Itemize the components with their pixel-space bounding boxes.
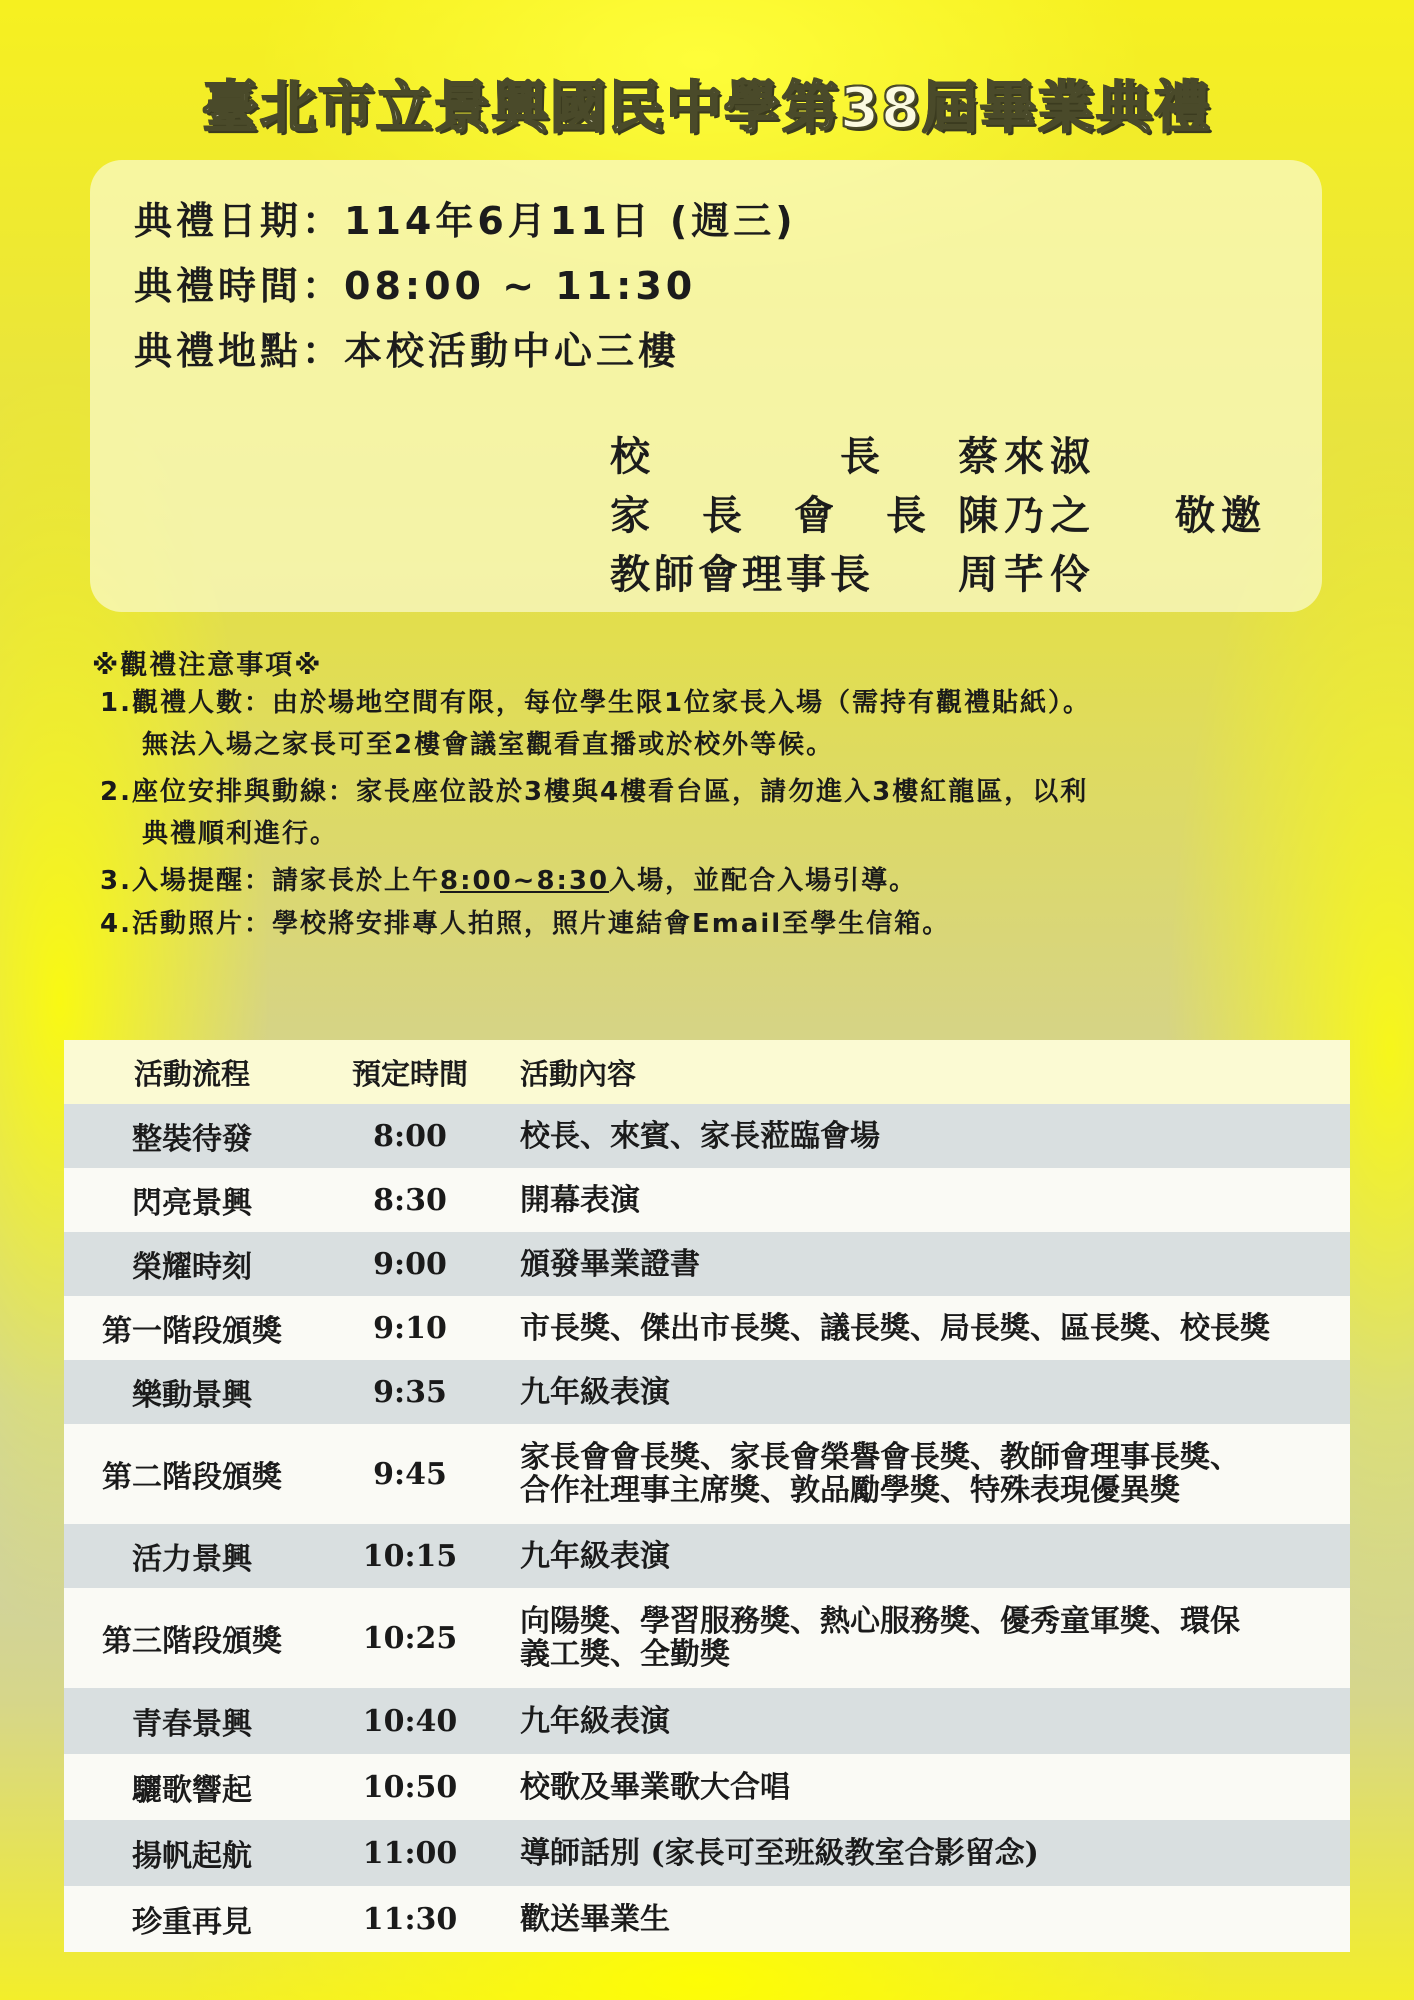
table-row <box>64 1688 1350 1754</box>
activity-content: 開幕表演 <box>500 1168 1350 1232</box>
activity-content: 市長獎、傑出市長獎、議長獎、局長獎、區長獎、校長獎 <box>500 1296 1350 1360</box>
activity-name: 活力景興 <box>64 1524 320 1588</box>
table-row <box>64 1424 1350 1524</box>
ceremony-place: 典禮地點：本校活動中心三樓 <box>134 329 681 373</box>
activity-content: 九年級表演 <box>500 1688 1350 1754</box>
activity-time: 10:40 <box>320 1688 500 1754</box>
signatory-name: 蔡來淑 <box>958 434 1096 480</box>
header-cell: 預定時間 <box>320 1040 500 1104</box>
table-row <box>64 1104 1350 1168</box>
activity-time: 10:15 <box>320 1524 500 1588</box>
table-row <box>64 1168 1350 1232</box>
activity-content: 校長、來賓、家長蒞臨會場 <box>500 1104 1350 1168</box>
activity-name: 整裝待發 <box>64 1104 320 1168</box>
ceremony-date: 典禮日期：114年6月11日 (週三) <box>134 199 797 243</box>
invite-text: 敬邀 <box>1175 493 1267 539</box>
table-row <box>64 1754 1350 1820</box>
activity-name: 閃亮景興 <box>64 1168 320 1232</box>
table-header-row <box>64 1040 1350 1104</box>
signatory-name: 陳乃之 <box>958 493 1096 539</box>
activity-name: 第三階段頒獎 <box>64 1588 320 1688</box>
activity-time: 11:00 <box>320 1820 500 1886</box>
activity-name: 珍重再見 <box>64 1886 320 1952</box>
activity-name: 驪歌響起 <box>64 1754 320 1820</box>
table-row <box>64 1296 1350 1360</box>
notes-title: ※觀禮注意事項※ <box>92 650 323 681</box>
ceremony-time: 典禮時間：08:00 ~ 11:30 <box>134 264 697 308</box>
activity-name: 青春景興 <box>64 1688 320 1754</box>
schedule-table <box>64 1040 1350 1952</box>
activity-time: 10:25 <box>320 1588 500 1688</box>
note-item: 4.活動照片：學校將安排專人拍照，照片連結會Email至學生信箱。 <box>100 909 951 939</box>
activity-name: 第一階段頒獎 <box>64 1296 320 1360</box>
activity-time: 9:00 <box>320 1232 500 1296</box>
entry-time-underline: 8:00~8:30 <box>439 866 610 896</box>
note-item: 3.入場提醒：請家長於上午8:00~8:30入場，並配合入場引導。 <box>100 866 918 896</box>
table-row <box>64 1820 1350 1886</box>
table-row <box>64 1886 1350 1952</box>
activity-time: 9:35 <box>320 1360 500 1424</box>
activity-time: 8:00 <box>320 1104 500 1168</box>
activity-content: 校歌及畢業歌大合唱 <box>500 1754 1350 1820</box>
table-row <box>64 1360 1350 1424</box>
table-row <box>64 1524 1350 1588</box>
activity-content: 九年級表演 <box>500 1524 1350 1588</box>
table-row <box>64 1588 1350 1688</box>
activity-content: 向陽獎、學習服務獎、熱心服務獎、優秀童軍獎、環保 義工獎、全勤獎 <box>500 1588 1350 1688</box>
activity-content: 歡送畢業生 <box>500 1886 1350 1952</box>
activity-time: 8:30 <box>320 1168 500 1232</box>
signatory-role: 教師會理事長 <box>610 552 874 598</box>
activity-content: 九年級表演 <box>500 1360 1350 1424</box>
activity-time: 10:50 <box>320 1754 500 1820</box>
activity-time: 9:45 <box>320 1424 500 1524</box>
signatory-role: 校 長 <box>610 434 886 480</box>
activity-name: 第二階段頒獎 <box>64 1424 320 1524</box>
signatory-role: 家 長 會 長 <box>610 493 932 539</box>
activity-content: 導師話別 (家長可至班級教室合影留念) <box>500 1820 1350 1886</box>
page-title: 臺北市立景興國民中學第38屆畢業典禮 <box>202 76 1212 141</box>
activity-time: 9:10 <box>320 1296 500 1360</box>
table-row <box>64 1232 1350 1296</box>
activity-content: 家長會會長獎、家長會榮譽會長獎、教師會理事長獎、 合作社理事主席獎、敦品勵學獎、特殊表現優異獎 <box>500 1424 1350 1524</box>
signatory-name: 周芊伶 <box>958 552 1096 598</box>
header-cell: 活動流程 <box>64 1040 320 1104</box>
activity-name: 榮耀時刻 <box>64 1232 320 1296</box>
activity-time: 11:30 <box>320 1886 500 1952</box>
activity-content: 頒發畢業證書 <box>500 1232 1350 1296</box>
activity-name: 揚帆起航 <box>64 1820 320 1886</box>
note-item: 2.座位安排與動線：家長座位設於3樓與4樓看台區，請勿進入3樓紅龍區，以利 典禮順利進行。 <box>100 777 1089 849</box>
activity-name: 樂動景興 <box>64 1360 320 1424</box>
note-item: 1.觀禮人數：由於場地空間有限，每位學生限1位家長入場（需持有觀禮貼紙）。 無法入場之家長可至2樓會議室觀看直播或於校外等候。 <box>100 688 1092 760</box>
header-cell: 活動內容 <box>500 1040 1350 1104</box>
